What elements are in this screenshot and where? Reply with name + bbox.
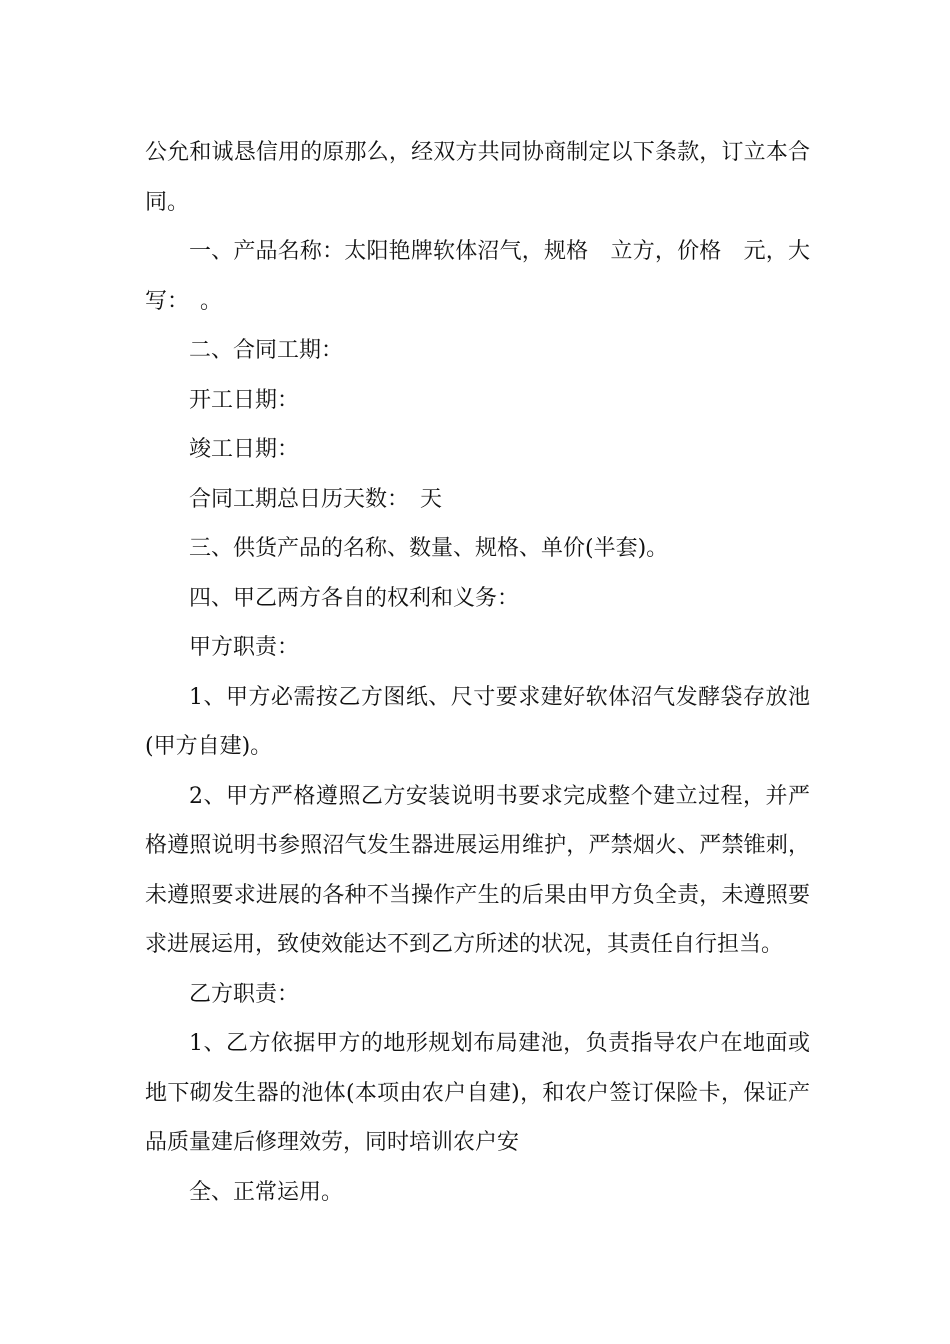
paragraph-party-b-item-1-continued: 全、正常运用。 bbox=[189, 1179, 344, 1205]
paragraph-start-date: 开工日期： bbox=[189, 387, 300, 413]
paragraph-party-a-duties-heading: 甲方职责： bbox=[189, 635, 300, 660]
paragraph-preamble: 公允和诚恳信用的原那么，经双方共同协商制定以下条款，订立本合同。 bbox=[145, 140, 810, 215]
paragraph-party-a-item-2: 2、甲方严格遵照乙方安装说明书要求完成整个建立过程，并严格遵照说明书参照沼气发生器进展运用维护，严禁烟火、严禁锥刺，未遵照要求进展的各种不当操作产生的后果由甲方负全责，未遵照要求进展运用，致使效能达不到乙方所述的状况，其责任自行担当。 bbox=[145, 783, 810, 957]
paragraph-party-a-item-1: 1、甲方必需按乙方图纸、尺寸要求建好软体沼气发酵袋存放池(甲方自建)。 bbox=[145, 684, 810, 759]
paragraph-rights-obligations-heading: 四、甲乙两方各自的权利和义务： bbox=[189, 585, 520, 611]
paragraph-product-name: 一、产品名称：太阳艳牌软体沼气，规格 立方，价格 元，大写： 。 bbox=[145, 239, 810, 314]
paragraph-party-b-item-1: 1、乙方依据甲方的地形规划布局建池，负责指导农户在地面或地下砌发生器的池体(本项由农户自建)，和农户签订保险卡，保证产品质量建后修理效劳，同时培训农户安 bbox=[145, 1031, 810, 1155]
paragraph-completion-date: 竣工日期： bbox=[189, 437, 300, 462]
document-body bbox=[145, 128, 810, 1217]
paragraph-contract-period-heading: 二、合同工期： bbox=[189, 338, 344, 363]
paragraph-party-b-duties-heading: 乙方职责： bbox=[189, 981, 300, 1007]
paragraph-supply-products: 三、供货产品的名称、数量、规格、单价(半套)。 bbox=[189, 536, 669, 561]
paragraph-total-days: 合同工期总日历天数： 天 bbox=[189, 486, 443, 512]
